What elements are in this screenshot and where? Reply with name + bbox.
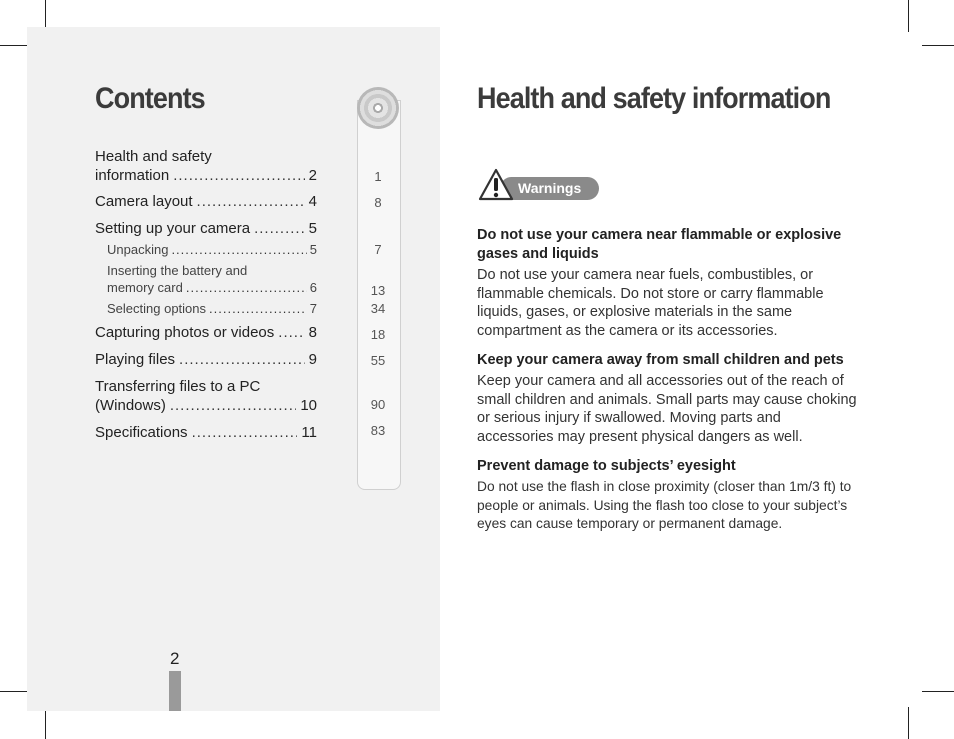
section-heading: Do not use your camera near flammable or explosive gases and liquids [477, 227, 842, 262]
toc-entry-label: Transferring files to a PC [95, 378, 261, 395]
section-body: Do not use your camera near fuels, combustibles, or flammable chemicals. Do not store or carry flammable liquids, gases, or explosive materials in the same compartment as the camera or its accessories. [477, 267, 824, 339]
page-title: Health and safety information [477, 82, 831, 115]
toc-page-number: 7 [309, 301, 317, 316]
leader-dots [254, 219, 305, 238]
toc-entry-label: Health and safety [95, 148, 212, 165]
section-body: Do not use the flash in close proximity (closer than 1m/3 ft) to people or animals. Using the flash too close to your subject’s eyes can cause temporary or permanent damage. [477, 479, 852, 531]
toc-entry-label: Camera layout [95, 193, 193, 210]
safety-section [477, 457, 857, 534]
toc-page-number: 5 [309, 242, 317, 257]
warnings-badge [478, 168, 608, 202]
toc-entry[interactable] [95, 192, 317, 211]
toc-entry[interactable] [95, 377, 317, 415]
crop-mark [922, 691, 954, 692]
warning-triangle-icon [478, 168, 514, 202]
toc-page-number: 9 [308, 351, 317, 368]
section-body: Keep your camera and all accessories out of the reach of small children and animals. Small parts may cause choking or serious injury if swallowed. Moving parts and accessories may present physical dangers as well. [477, 373, 857, 445]
crop-mark [908, 707, 909, 739]
toc-page-number: 8 [308, 324, 317, 341]
toc-subentry[interactable] [95, 262, 317, 296]
toc-entry-label: Capturing photos or videos [95, 324, 275, 341]
leader-dots [179, 350, 305, 369]
toc-subentry[interactable] [95, 241, 317, 258]
tab-number: 1 [374, 169, 382, 184]
toc-entry-label: information [95, 167, 170, 184]
crop-mark [45, 707, 46, 739]
tab-number: 90 [370, 397, 386, 412]
toc-entry[interactable] [95, 423, 317, 442]
leader-dots [192, 423, 298, 442]
section-heading: Prevent damage to subjects’ eyesight [477, 458, 736, 474]
leader-dots [186, 279, 307, 296]
safety-content [477, 226, 857, 545]
tab-number: 83 [370, 423, 386, 438]
toc-entry-label: (Windows) [95, 397, 166, 414]
leader-dots [170, 396, 296, 415]
toc-page-number: 2 [308, 167, 317, 184]
tab-number: 55 [370, 353, 386, 368]
toc-subentry-label: memory card [107, 280, 183, 295]
toc-subentry-label: Selecting options [107, 301, 207, 316]
toc-entry-label: Setting up your camera [95, 220, 251, 237]
page-marker-bar [169, 671, 181, 711]
toc-subentry-label: Unpacking [107, 242, 169, 257]
safety-section [477, 226, 857, 340]
toc-entry[interactable] [95, 219, 317, 317]
toc-page-number: 10 [300, 397, 317, 414]
leader-dots [197, 192, 305, 211]
section-heading: Keep your camera away from small children and pets [477, 352, 844, 368]
toc-entry-label: Specifications [95, 424, 188, 441]
tab-number: 18 [370, 327, 386, 342]
toc-entry[interactable] [95, 323, 317, 342]
tab-number: 13 [370, 283, 386, 298]
toc-entry-label: Playing files [95, 351, 176, 368]
toc-page-number: 11 [301, 424, 317, 441]
toc-page-number: 6 [309, 280, 317, 295]
crop-mark [922, 45, 954, 46]
disc-icon [357, 87, 399, 129]
table-of-contents [95, 147, 317, 442]
crop-mark [908, 0, 909, 32]
toc-subentry-label: Inserting the battery and [107, 263, 248, 278]
contents-title: Contents [95, 82, 205, 115]
leader-dots [173, 166, 304, 185]
tab-number: 34 [370, 301, 386, 316]
leader-dots [171, 241, 306, 258]
page-number: 2 [170, 649, 180, 668]
tab-number: 8 [374, 195, 382, 210]
safety-section [477, 351, 857, 446]
toc-entry[interactable] [95, 147, 317, 185]
tab-number: 7 [374, 242, 382, 257]
leader-dots [278, 323, 304, 342]
leader-dots [209, 300, 307, 317]
toc-subentry[interactable] [95, 300, 317, 317]
toc-page-number: 4 [308, 193, 317, 210]
toc-entry[interactable] [95, 350, 317, 369]
warnings-label: Warnings [500, 177, 599, 200]
toc-page-number: 5 [308, 220, 317, 237]
